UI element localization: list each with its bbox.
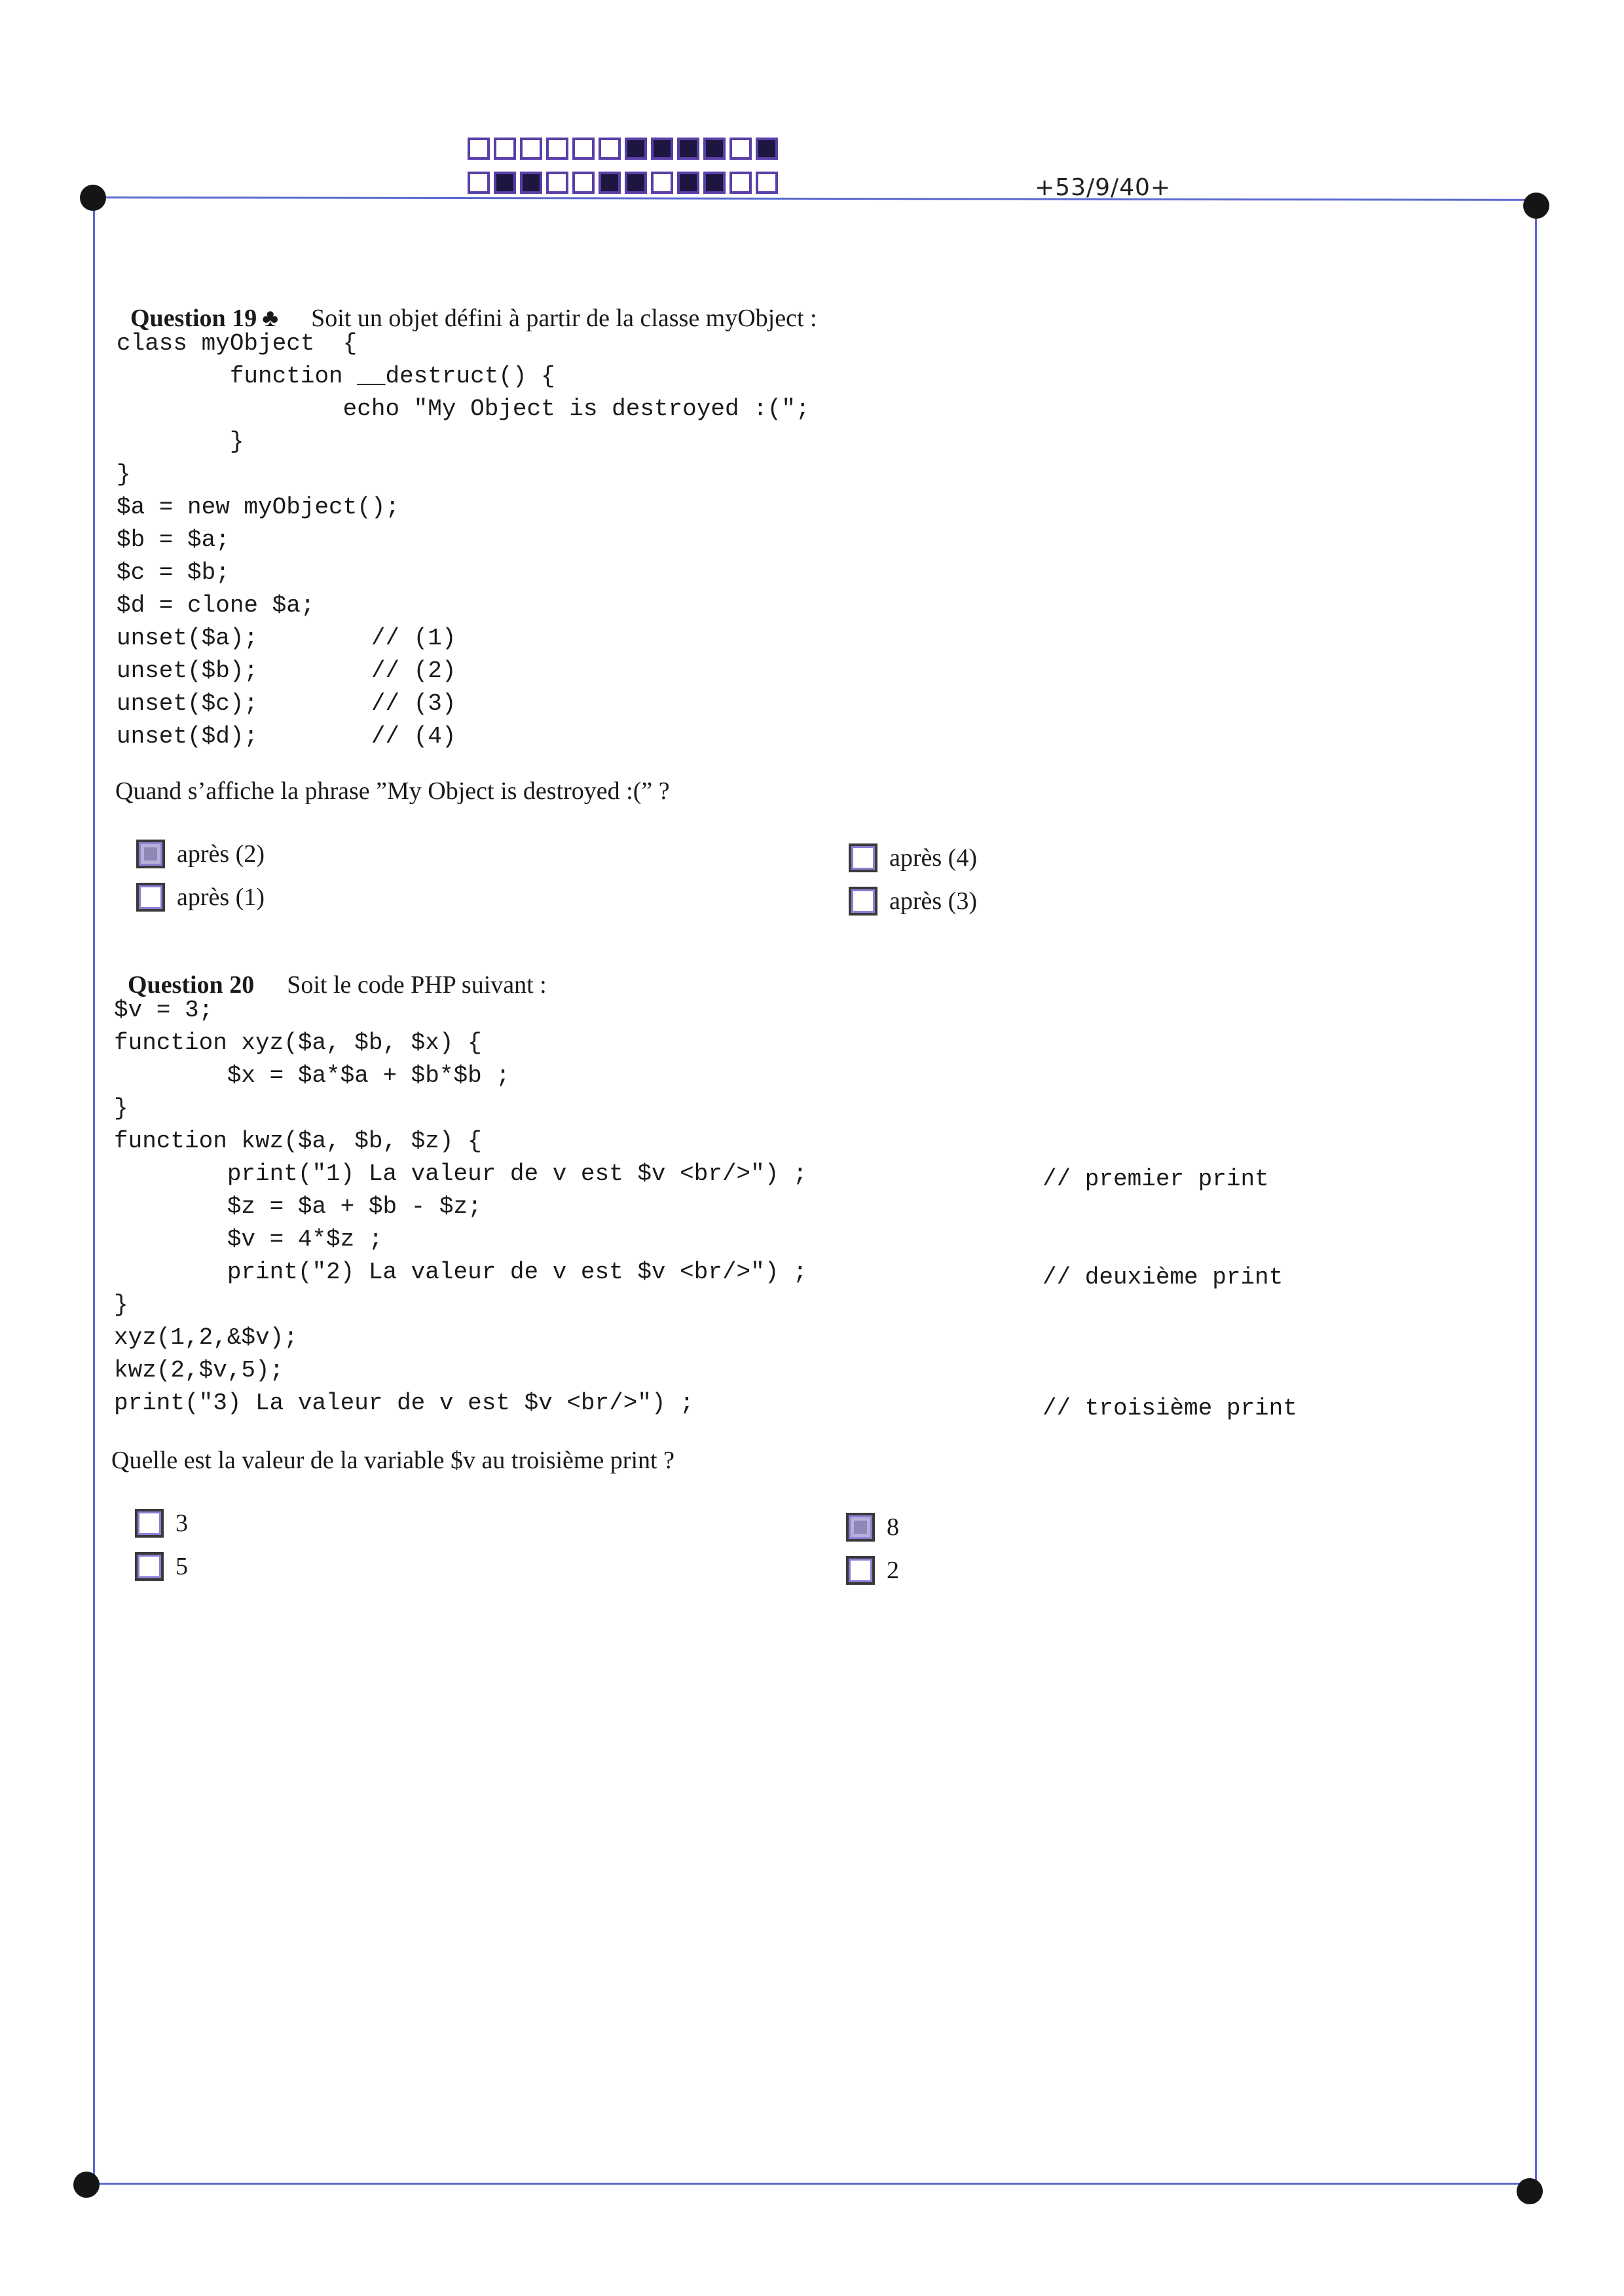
- frame-bottom-line: [86, 2183, 1531, 2185]
- answer-option[interactable]: [846, 1513, 899, 1542]
- frame-right-line: [1535, 204, 1537, 2189]
- question-title: Question 20: [128, 971, 255, 999]
- frame-left-line: [93, 196, 95, 2183]
- club-icon: ♣: [262, 305, 279, 332]
- checkbox[interactable]: [136, 840, 165, 868]
- answer-label: 8: [887, 1513, 899, 1541]
- barcode-cell: [546, 172, 568, 194]
- corner-mark-top-right: [1523, 193, 1549, 219]
- barcode-cell: [572, 138, 595, 160]
- answer-label: 3: [175, 1509, 188, 1537]
- barcode-cell: [651, 138, 673, 160]
- barcode-cell: [756, 138, 778, 160]
- question-19-header: [118, 275, 817, 333]
- answer-option[interactable]: [135, 1552, 188, 1581]
- answer-option[interactable]: [846, 1556, 899, 1585]
- barcode-cell: [756, 172, 778, 194]
- answer-option[interactable]: [136, 883, 265, 912]
- barcode-cell: [729, 172, 752, 194]
- barcode-cell: [625, 138, 647, 160]
- barcode-cell: [677, 138, 699, 160]
- question-20-header: [115, 942, 547, 999]
- answer-option[interactable]: [849, 887, 977, 916]
- barcode-row-1: [468, 138, 778, 160]
- barcode-cell: [468, 138, 490, 160]
- checkbox[interactable]: [846, 1513, 875, 1542]
- answer-label: après (4): [889, 844, 977, 872]
- barcode-cell: [572, 172, 595, 194]
- answer-option[interactable]: [135, 1509, 188, 1538]
- checkbox[interactable]: [135, 1552, 164, 1581]
- corner-mark-top-left: [80, 185, 106, 211]
- checkbox[interactable]: [136, 883, 165, 912]
- question-title: Question 19: [130, 305, 257, 332]
- barcode-cell: [520, 172, 542, 194]
- checkbox[interactable]: [846, 1556, 875, 1585]
- barcode-cell: [546, 138, 568, 160]
- question-text: Soit le code PHP suivant :: [287, 971, 547, 999]
- barcode-cell: [599, 138, 621, 160]
- barcode-cell: [494, 138, 516, 160]
- frame-top-line: [93, 196, 1538, 201]
- answer-label: 2: [887, 1557, 899, 1584]
- answer-label: après (2): [177, 840, 265, 868]
- barcode-cell: [703, 138, 726, 160]
- code-comment: // premier print: [1043, 1166, 1269, 1193]
- barcode-cell: [703, 172, 726, 194]
- code-comment: // troisième print: [1043, 1395, 1297, 1422]
- corner-mark-bottom-left: [73, 2172, 100, 2198]
- answer-label: après (1): [177, 883, 265, 911]
- barcode-cell: [494, 172, 516, 194]
- question-prompt: Quand s’affiche la phrase ”My Object is destroyed :(” ?: [115, 777, 670, 805]
- barcode-cell: [729, 138, 752, 160]
- question-text: Soit un objet défini à partir de la classe myObject :: [311, 305, 817, 332]
- barcode-cell: [677, 172, 699, 194]
- code-block: $v = 3; function xyz($a, $b, $x) { $x = $a*$a + $b*$b ; } function kwz($a, $b, $z) { print("1) La valeur de v est $v <br/>") ; $z = $a + $b - $z; $v = 4*$z ; print("2) La valeur de v est $v <br/>") ; } xyz(1,2,&$v); kwz(2,$v,5); print("3) La valeur de v est $v <br/>") ;: [114, 997, 807, 1416]
- code-comment: // deuxième print: [1043, 1264, 1283, 1291]
- barcode-cell: [651, 172, 673, 194]
- checkbox[interactable]: [135, 1509, 164, 1538]
- answer-option[interactable]: [849, 843, 977, 872]
- checkbox[interactable]: [849, 843, 877, 872]
- barcode-cell: [599, 172, 621, 194]
- barcode-cell: [520, 138, 542, 160]
- question-prompt: Quelle est la valeur de la variable $v au troisième print ?: [111, 1447, 674, 1474]
- corner-mark-bottom-right: [1517, 2178, 1543, 2204]
- page-id: +53/9/40+: [1035, 174, 1172, 201]
- barcode-cell: [468, 172, 490, 194]
- answer-label: 5: [175, 1553, 188, 1580]
- checkbox[interactable]: [849, 887, 877, 916]
- answer-label: après (3): [889, 887, 977, 915]
- answer-option[interactable]: [136, 840, 265, 868]
- barcode-cell: [625, 172, 647, 194]
- code-block: class myObject { function __destruct() { echo "My Object is destroyed :("; } } $a = new myObject(); $b = $a; $c = $b; $d = clone $a; unset($a); // (1) unset($b); // (2) unset($c); // (3) unset($d); // (4): [117, 330, 810, 750]
- barcode-row-2: [468, 172, 778, 194]
